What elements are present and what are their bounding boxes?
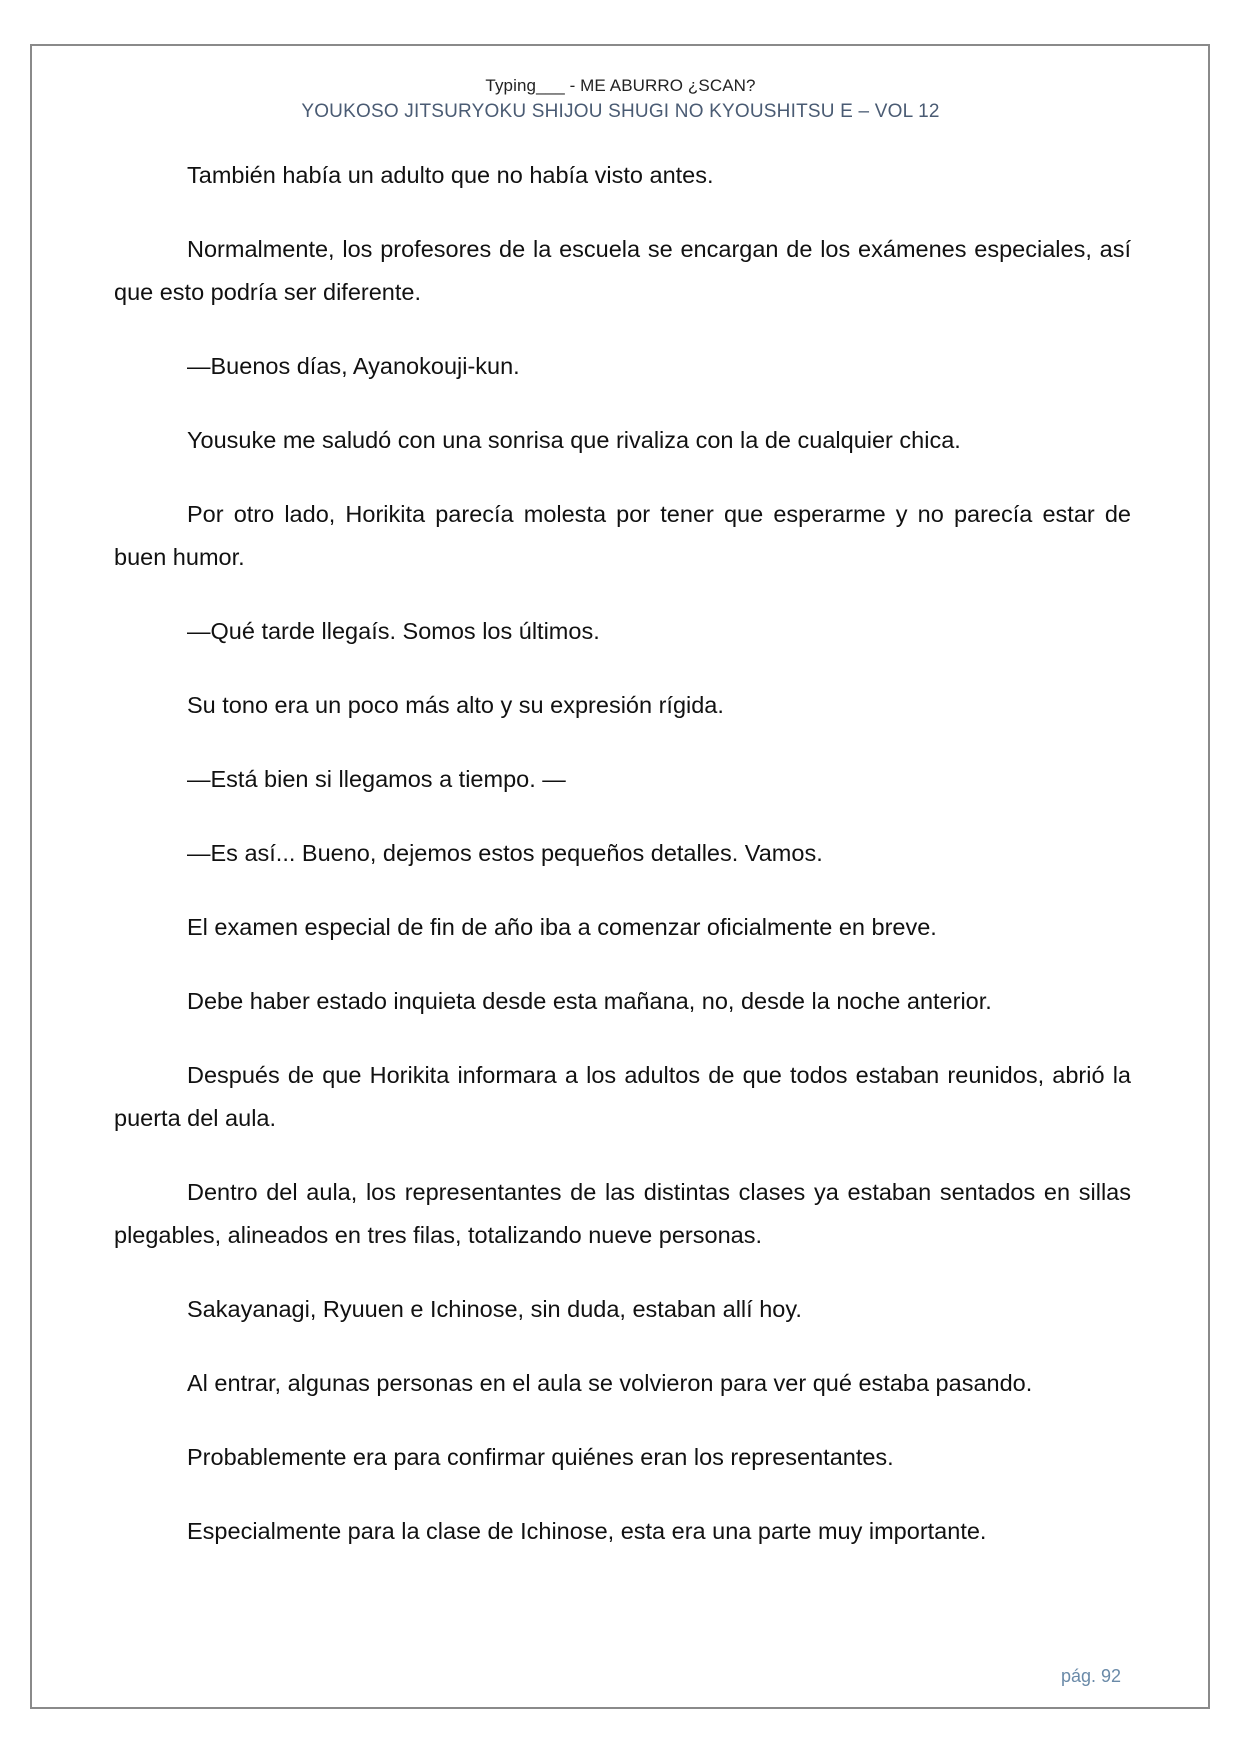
paragraph: —Es así... Bueno, dejemos estos pequeños detalles. Vamos. <box>187 840 823 866</box>
paragraph: El examen especial de fin de año iba a comenzar oficialmente en breve. <box>187 914 937 940</box>
header-typing-credit: Typing___ - ME ABURRO ¿SCAN? <box>485 76 756 95</box>
paragraph: También había un adulto que no había visto antes. <box>187 162 714 188</box>
page-number: pág. 92 <box>1060 1666 1121 1686</box>
paragraph: Normalmente, los profesores de la escuela se encargan de los exámenes especiales, así que esto podría ser diferente. <box>114 236 1131 305</box>
paragraph: —Buenos días, Ayanokouji-kun. <box>187 353 520 379</box>
paragraph: —Qué tarde llegaís. Somos los últimos. <box>187 618 600 644</box>
body-text <box>114 154 1131 1584</box>
paragraph: Por otro lado, Horikita parecía molesta por tener que esperarme y no parecía estar de buen humor. <box>114 501 1131 570</box>
paragraph: Dentro del aula, los representantes de las distintas clases ya estaban sentados en sillas plegables, alineados en tres filas, totalizando nueve personas. <box>114 1179 1131 1248</box>
paragraph: Probablemente era para confirmar quiénes eran los representantes. <box>187 1444 894 1470</box>
header-book-title: YOUKOSO JITSURYOKU SHIJOU SHUGI NO KYOUSHITSU E – VOL 12 <box>301 101 940 122</box>
paragraph: Sakayanagi, Ryuuen e Ichinose, sin duda, estaban allí hoy. <box>187 1296 802 1322</box>
paragraph: Yousuke me saludó con una sonrisa que rivaliza con la de cualquier chica. <box>187 427 961 453</box>
paragraph: Debe haber estado inquieta desde esta mañana, no, desde la noche anterior. <box>187 988 992 1014</box>
paragraph: Después de que Horikita informara a los adultos de que todos estaban reunidos, abrió la puerta del aula. <box>114 1062 1131 1131</box>
paragraph: Su tono era un poco más alto y su expresión rígida. <box>187 692 724 718</box>
paragraph: Especialmente para la clase de Ichinose, esta era una parte muy importante. <box>187 1518 987 1544</box>
paragraph: Al entrar, algunas personas en el aula se volvieron para ver qué estaba pasando. <box>187 1370 1033 1396</box>
paragraph: —Está bien si llegamos a tiempo. — <box>187 766 566 792</box>
